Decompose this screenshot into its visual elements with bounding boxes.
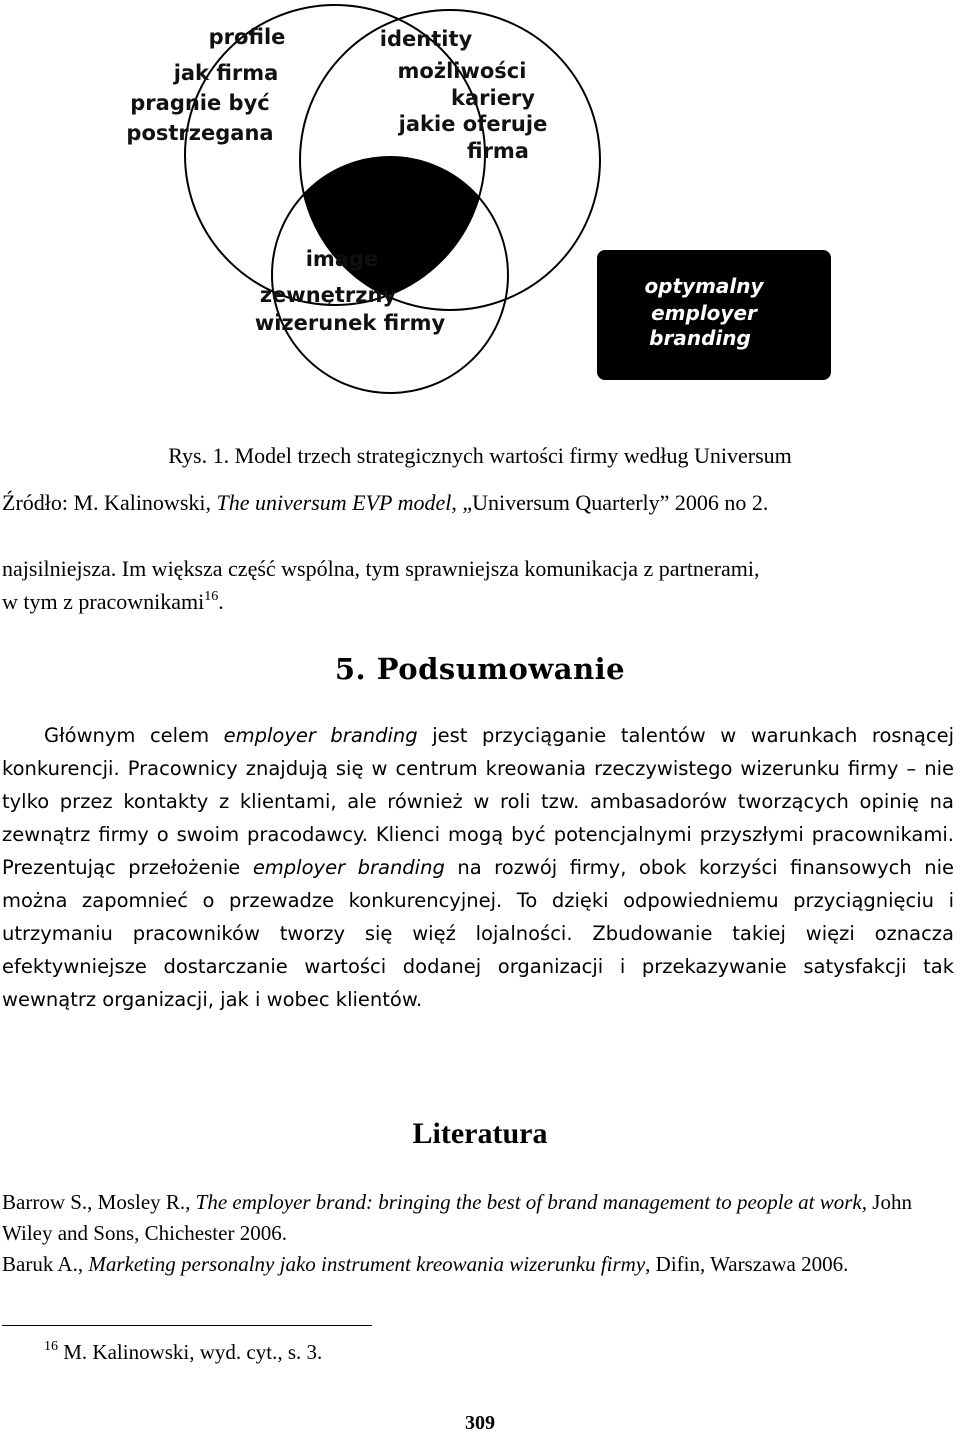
page-number: 309: [465, 1412, 495, 1434]
svg-text:branding: branding: [649, 326, 751, 350]
svg-text:firma: firma: [467, 139, 529, 163]
svg-text:wizerunek firmy: wizerunek firmy: [254, 311, 446, 335]
continuation-line-2: w tym z pracownikami$^{16}$.: [2, 589, 224, 614]
footnote: $^{16}$ M. Kalinowski, wyd. cyt., s. 3.: [44, 1339, 323, 1364]
svg-text:jakie oferuje: jakie oferuje: [398, 112, 548, 136]
svg-text:jak firma: jak firma: [173, 61, 279, 85]
figure-caption: Rys. 1. Model trzech strategicznych wartości firmy według Universum: [168, 443, 792, 468]
summary-paragraph: Głównym celem employer branding jest przyciąganie talentów w warunkach rosnącej konkurencji. Pracownicy znajdują się w centrum kreowania rzeczywistego wizerunku firmy – nie tylko przez kontakty z klientami, ale również w roli tzw. ambasadorów tworzących opinię na zewnątrz firmy o swoim pracodawcy. Klienci mogą być potencjalnymi przyszłymi pracownikami. Prezentując przełożenie employer branding na rozwój firmy, obok korzyści finansowych nie można zapomnieć o przewadze konkurencyjnej. To dzięki odpowiedniemu przyciągnięciu i utrzymaniu pracowników tworzy się więź lojalności. Zbudowanie takiej więzi oznacza efektywniejsze dostarczanie wartości dodanej organizacji i przekazywanie satysfakcji tak wewnątrz organizacji, jak i wobec klientów.: [2, 724, 954, 1011]
figure-source: Źródło: M. Kalinowski, The universum EVP model, „Universum Quarterly” 2006 no 2.: [2, 490, 769, 515]
section-heading: 5. Podsumowanie: [334, 652, 626, 686]
venn-diagram: [120, 0, 840, 400]
continuation-line-1: najsilniejsza. Im większa część wspólna, tym sprawniejsza komunikacja z partnerami,: [2, 556, 760, 581]
svg-text:postrzegana: postrzegana: [126, 121, 274, 145]
intersection-region: [272, 157, 508, 393]
identity-label: [380, 27, 548, 163]
optimal-branding-label: [644, 274, 764, 350]
svg-text:identity: identity: [379, 27, 473, 51]
profile-label: [126, 25, 285, 145]
source-title: The universum EVP model: [216, 490, 452, 515]
svg-text:optymalny: optymalny: [644, 274, 764, 298]
svg-text:pragnie być: pragnie być: [130, 91, 270, 115]
em-employer-branding: employer branding: [223, 724, 418, 747]
literature-heading: Literatura: [412, 1117, 548, 1150]
svg-text:kariery: kariery: [451, 86, 535, 110]
svg-text:zewnętrzny: zewnętrzny: [259, 283, 397, 307]
svg-text:możliwości: możliwości: [397, 59, 527, 83]
svg-text:profile: profile: [208, 25, 286, 49]
continuation-paragraph: [2, 552, 956, 618]
footnote-rule: [2, 1325, 372, 1326]
reference-item: Baruk A., Marketing personalny jako instrument kreowania wizerunku firmy, Difin, Warszawa 2006.: [2, 1252, 849, 1276]
svg-text:image: image: [305, 247, 379, 271]
svg-text:employer: employer: [651, 301, 757, 325]
reference-item: Barrow S., Mosley R., The employer brand: bringing the best of brand management to people at work, John Wiley and Sons, Chichester 2006.: [2, 1190, 912, 1245]
footnote-ref[interactable]: 16: [204, 589, 219, 604]
em-employer-branding-2: employer branding: [252, 856, 445, 879]
